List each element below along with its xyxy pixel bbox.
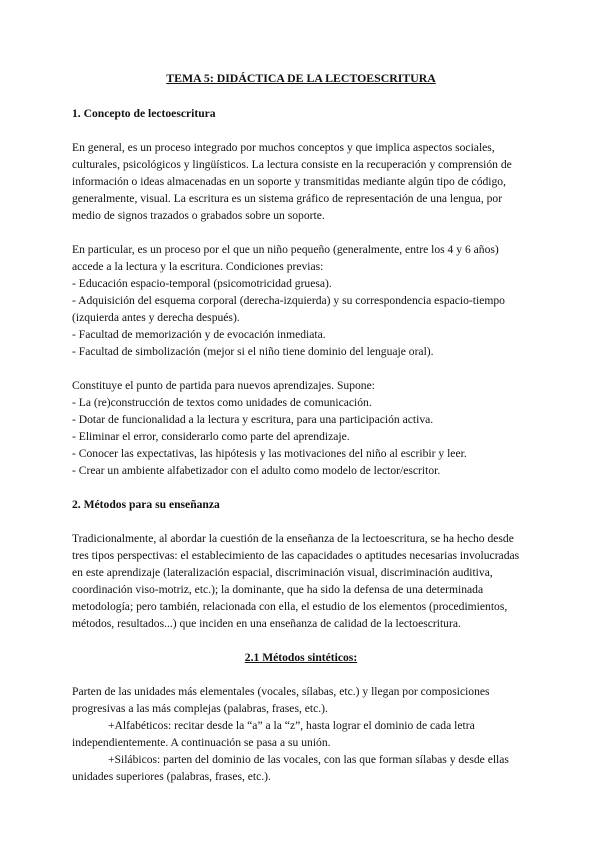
list-item: - Conocer las expectativas, las hipótesis y las motivaciones del niño al escribir y leer. <box>72 447 467 460</box>
subsection-paragraph: Parten de las unidades más elementales (vocales, sílabas, etc.) y llegan por composiciones progresivas a las más complejas (palabras, frases, etc.). <box>72 685 490 715</box>
list-item: - Educación espacio-temporal (psicomotricidad gruesa). <box>72 277 332 290</box>
list-item: - Crear un ambiente alfabetizador con el adulto como modelo de lector/escritor. <box>72 464 441 477</box>
list-item: - Dotar de funcionalidad a la lectura y escritura, para una participación activa. <box>72 413 434 426</box>
list-item: - Eliminar el error, considerarlo como parte del aprendizaje. <box>72 430 350 443</box>
section-2-paragraph: Tradicionalmente, al abordar la cuestión de la enseñanza de la lectoescritura, se ha hecho desde tres tipos perspectivas: el establecimiento de las capacidades o aptitudes necesarias involucradas en este aprendizaje (lateralización espacial, discriminación visual, discriminación auditiva, coordinación viso-motriz, etc.); la dominante, que ha sido la defensa de una determinada metodología; pero también, relacionada con ella, el estudio de los elementos (procedimientos, métodos, resultados...) que inciden en una enseñanza de calidad de la lectoescritura. <box>72 532 520 630</box>
list-item: - Facultad de simbolización (mejor si el niño tiene dominio del lenguaje oral). <box>72 345 434 358</box>
conditions-list <box>72 275 530 360</box>
section-2-heading: 2. Métodos para su enseñanza <box>72 498 220 511</box>
alfabeticos-item: +Alfabéticos: recitar desde la “a” a la “z”, hasta lograr el dominio de cada letra independientemente. A continuación se pasa a su unión. <box>72 719 475 749</box>
silabicos-item: +Silábicos: parten del dominio de las vocales, con las que forman sílabas y desde ellas unidades superiores (palabras, frases, etc.). <box>72 753 509 783</box>
section-1-heading: 1. Concepto de lectoescritura <box>72 107 216 120</box>
list-item: - La (re)construcción de textos como unidades de comunicación. <box>72 396 372 409</box>
supone-intro: Constituye el punto de partida para nuevos aprendizajes. Supone: <box>72 379 375 392</box>
document-title: TEMA 5: DIDÁCTICA DE LA LECTOESCRITURA <box>166 71 436 85</box>
supone-list <box>72 394 530 479</box>
list-item: - Adquisición del esquema corporal (derecha-izquierda) y su correspondencia espacio-tiempo (izquierda antes y derecha después). <box>72 294 505 324</box>
subsection-heading: 2.1 Métodos sintéticos: <box>244 651 358 664</box>
section-1-paragraph-general: En general, es un proceso integrado por muchos conceptos y que implica aspectos sociales, culturales, psicológicos y lingüísticos. La lectura consiste en la recuperación y comprensión de información o ideas almacenadas en un soporte y transmitidas mediante algún tipo de código, generalmente, visual. La escritura es un sistema gráfico de representación de una lengua, por medio de signos trazados o grabados sobre un soporte. <box>72 141 512 222</box>
list-item: - Facultad de memorización y de evocación inmediata. <box>72 328 326 341</box>
section-1-paragraph-particular: En particular, es un proceso por el que un niño pequeño (generalmente, entre los 4 y 6 años) accede a la lectura y la escritura. Condiciones previas: <box>72 243 499 273</box>
